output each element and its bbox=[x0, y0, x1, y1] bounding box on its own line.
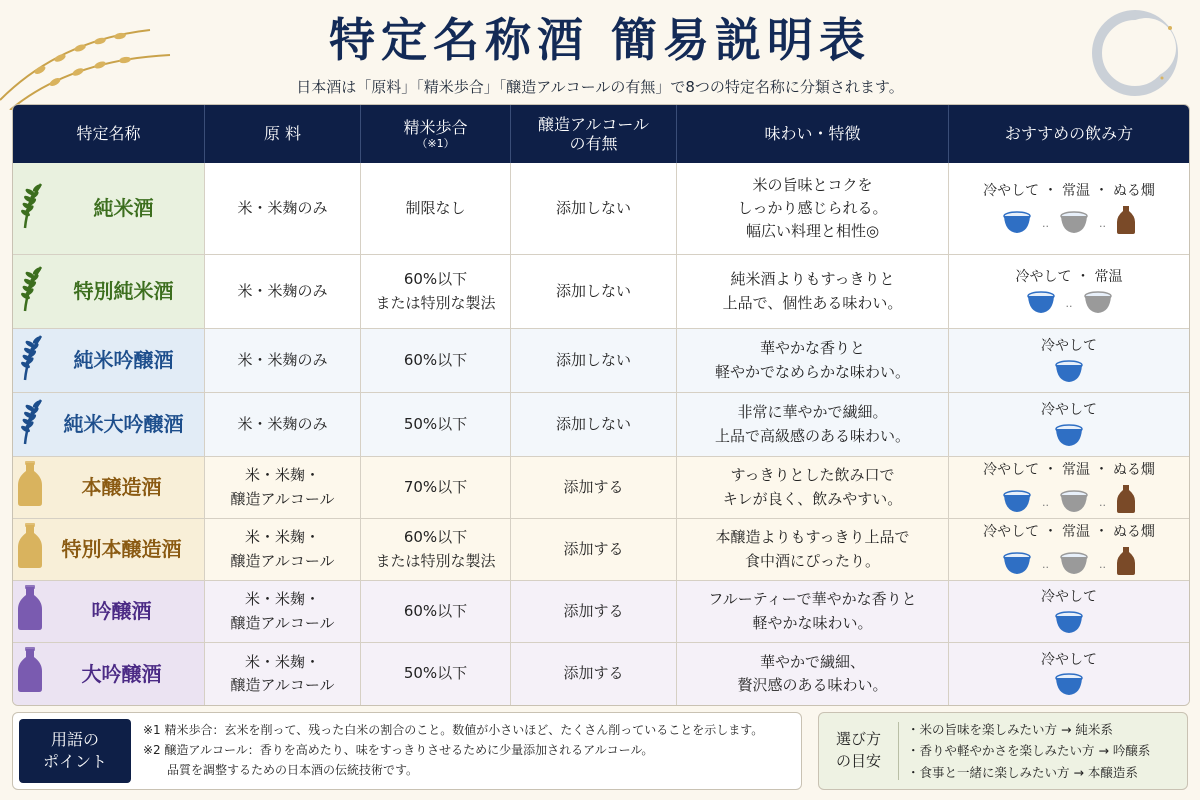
sake-bottle-icon bbox=[17, 647, 43, 700]
ingredients-line1: 米・米麹のみ bbox=[237, 350, 328, 369]
table-row bbox=[13, 163, 1189, 255]
cell-taste bbox=[677, 581, 949, 643]
taste-line2: 上品で高級感のある味わい。 bbox=[714, 426, 910, 445]
sake-type-name: 吟醸酒 bbox=[91, 599, 152, 623]
polish-line1: 60%以下 bbox=[403, 270, 468, 289]
cell-name bbox=[13, 393, 205, 457]
cell-polish bbox=[361, 457, 511, 519]
cell-ingredients bbox=[205, 457, 361, 519]
taste-line1: 米の旨味とコクを bbox=[752, 175, 873, 194]
ingredients-line1: 米・米麹のみ bbox=[237, 198, 328, 217]
cell-taste bbox=[677, 255, 949, 329]
table-row bbox=[13, 255, 1189, 329]
warm-tokkuri-icon bbox=[1116, 484, 1136, 514]
table-row bbox=[13, 519, 1189, 581]
recommend-label: 冷やして ・ 常温 ・ ぬる燗 bbox=[983, 462, 1155, 479]
taste-line2: 軽やかでなめらかな味わい。 bbox=[714, 362, 910, 381]
glossary-box bbox=[12, 712, 802, 790]
cold-cup-icon bbox=[1026, 291, 1056, 315]
ingredients-line1: 米・米麹・ bbox=[244, 652, 320, 671]
cell-name bbox=[13, 255, 205, 329]
glossary-title bbox=[19, 719, 131, 783]
taste-line1: フルーティーで華やかな香りと bbox=[708, 590, 917, 609]
rice-ear-icon bbox=[17, 263, 47, 320]
page-subtitle: 日本酒は「原料」「精米歩合」「醸造アルコールの有無」で8つの特定名称に分類されます。 bbox=[296, 78, 904, 96]
taste-line1: 本醸造よりもすっきり上品で bbox=[715, 528, 910, 547]
cell-recommend bbox=[949, 163, 1189, 255]
cell-name bbox=[13, 643, 205, 705]
cell-recommend bbox=[949, 393, 1189, 457]
recommend-label: 冷やして bbox=[1041, 402, 1097, 419]
cell-polish bbox=[361, 643, 511, 705]
recommend-label: 冷やして ・ 常温 bbox=[1015, 269, 1123, 286]
serving-icons bbox=[953, 546, 1185, 576]
separator-dots: ·· bbox=[1042, 219, 1049, 233]
guide-title-line1: 選び方 bbox=[835, 730, 881, 749]
cell-ingredients bbox=[205, 581, 361, 643]
taste-line2: 食中酒にぴったり。 bbox=[744, 551, 880, 570]
polish-line1: 50%以下 bbox=[403, 664, 468, 683]
taste-line1: 華やかで繊細、 bbox=[759, 652, 865, 671]
cell-ingredients bbox=[205, 393, 361, 457]
cell-alcohol: 添加しない bbox=[511, 329, 677, 393]
cell-name bbox=[13, 329, 205, 393]
recommend-label: 冷やして bbox=[1041, 589, 1097, 606]
taste-line2: キレが良く、飲みやすい。 bbox=[722, 489, 903, 508]
ingredients-line1: 米・米麹のみ bbox=[237, 414, 328, 433]
glossary-title-line1: 用語の bbox=[50, 729, 99, 749]
cell-recommend bbox=[949, 329, 1189, 393]
sake-type-name: 本醸造酒 bbox=[81, 475, 162, 499]
cell-taste bbox=[677, 457, 949, 519]
separator-dots: ·· bbox=[1099, 560, 1106, 574]
sake-bottle-icon bbox=[17, 523, 43, 576]
taste-line3: 幅広い料理と相性◎ bbox=[745, 222, 880, 241]
cell-ingredients bbox=[205, 519, 361, 581]
cell-recommend bbox=[949, 643, 1189, 705]
ingredients-line1: 米・米麹・ bbox=[244, 466, 320, 485]
cell-polish bbox=[361, 255, 511, 329]
header-alcohol bbox=[511, 105, 677, 163]
cell-alcohol: 添加しない bbox=[511, 163, 677, 255]
glossary-title-line2: ポイント bbox=[42, 752, 107, 771]
table-row bbox=[13, 393, 1189, 457]
header-polish bbox=[361, 105, 511, 163]
cell-name bbox=[13, 581, 205, 643]
ingredients-line2: 醸造アルコール bbox=[230, 551, 335, 570]
table-row bbox=[13, 457, 1189, 519]
polish-line1: 70%以下 bbox=[403, 477, 468, 496]
taste-line1: 純米酒よりもすっきりと bbox=[730, 270, 895, 289]
taste-line1: 華やかな香りと bbox=[759, 339, 865, 358]
sake-type-name: 大吟醸酒 bbox=[81, 661, 162, 686]
taste-line2: 上品で、個性ある味わい。 bbox=[722, 293, 903, 312]
cell-alcohol: 添加する bbox=[511, 519, 677, 581]
cell-alcohol: 添加しない bbox=[511, 393, 677, 457]
cell-polish bbox=[361, 163, 511, 255]
polish-line1: 60%以下 bbox=[403, 601, 468, 620]
room-temp-cup-icon bbox=[1059, 211, 1089, 235]
header-polish-note: （※1） bbox=[416, 137, 455, 150]
cell-alcohol: 添加する bbox=[511, 581, 677, 643]
guide-list bbox=[899, 719, 1150, 783]
ingredients-line1: 米・米麹・ bbox=[244, 590, 320, 609]
recommend-label: 冷やして ・ 常温 ・ ぬる燗 bbox=[983, 524, 1155, 541]
cold-cup-icon bbox=[1054, 360, 1084, 384]
cell-ingredients bbox=[205, 329, 361, 393]
cell-alcohol: 添加する bbox=[511, 643, 677, 705]
cell-name bbox=[13, 163, 205, 255]
cell-recommend bbox=[949, 519, 1189, 581]
cold-cup-icon bbox=[1002, 490, 1032, 514]
ingredients-line2: 醸造アルコール bbox=[230, 489, 335, 508]
taste-line2: 贅沢感のある味わい。 bbox=[737, 676, 888, 694]
serving-icons bbox=[953, 360, 1185, 384]
rice-ear-icon bbox=[17, 332, 47, 389]
taste-line2: 軽やかな味わい。 bbox=[752, 613, 873, 632]
polish-line1: 60%以下 bbox=[403, 350, 468, 369]
cell-polish bbox=[361, 519, 511, 581]
cell-recommend bbox=[949, 255, 1189, 329]
header-recommend: おすすめの飲み方 bbox=[949, 105, 1189, 163]
cell-name bbox=[13, 457, 205, 519]
header-taste: 味わい・特徴 bbox=[677, 105, 949, 163]
taste-line1: 非常に華やかで繊細。 bbox=[737, 403, 888, 422]
sake-type-name: 特別本醸造酒 bbox=[61, 537, 182, 561]
table-row bbox=[13, 581, 1189, 643]
header-alcohol-line1: 醸造アルコール bbox=[537, 114, 650, 134]
cell-name bbox=[13, 519, 205, 581]
serving-icons bbox=[953, 611, 1185, 635]
ingredients-line2: 醸造アルコール bbox=[230, 676, 335, 694]
sake-type-name: 純米吟醸酒 bbox=[73, 348, 174, 372]
cold-cup-icon bbox=[1054, 673, 1084, 697]
cell-taste bbox=[677, 643, 949, 705]
page-title: 特定名称酒 簡易説明表 bbox=[328, 13, 871, 67]
serving-icons bbox=[953, 484, 1185, 514]
ingredients-line1: 米・米麹のみ bbox=[237, 281, 328, 300]
cell-polish bbox=[361, 329, 511, 393]
guide-item: ・食事と一緒に楽しみたい方 → 本醸造系 bbox=[907, 764, 1138, 780]
ingredients-line2: 醸造アルコール bbox=[230, 613, 335, 632]
polish-line2: または特別な製法 bbox=[375, 293, 496, 312]
header-name: 特定名称 bbox=[13, 105, 205, 163]
separator-dots: ·· bbox=[1099, 219, 1106, 233]
warm-tokkuri-icon bbox=[1116, 205, 1136, 235]
serving-icons bbox=[953, 424, 1185, 448]
header-polish-label: 精米歩合 bbox=[403, 117, 468, 137]
rice-ear-icon bbox=[17, 396, 47, 453]
taste-line1: すっきりとした飲み口で bbox=[730, 466, 895, 485]
sake-bottle-icon bbox=[17, 585, 43, 638]
separator-dots: ·· bbox=[1099, 498, 1106, 512]
cold-cup-icon bbox=[1002, 552, 1032, 576]
recommend-label: 冷やして bbox=[1041, 338, 1097, 355]
sake-type-name: 純米大吟醸酒 bbox=[63, 412, 184, 436]
selection-guide-box bbox=[818, 712, 1188, 790]
table-row bbox=[13, 329, 1189, 393]
guide-title bbox=[819, 722, 899, 780]
serving-icons bbox=[953, 291, 1185, 315]
table-header-row bbox=[13, 105, 1189, 163]
sake-bottle-icon bbox=[17, 461, 43, 514]
polish-line2: または特別な製法 bbox=[375, 551, 496, 570]
sake-classification-table bbox=[12, 104, 1190, 706]
cell-ingredients bbox=[205, 163, 361, 255]
cell-polish bbox=[361, 393, 511, 457]
separator-dots: ·· bbox=[1042, 498, 1049, 512]
cell-taste bbox=[677, 519, 949, 581]
cell-taste bbox=[677, 393, 949, 457]
polish-line1: 50%以下 bbox=[403, 414, 468, 433]
cell-taste bbox=[677, 329, 949, 393]
cell-recommend bbox=[949, 457, 1189, 519]
cold-cup-icon bbox=[1054, 611, 1084, 635]
cell-recommend bbox=[949, 581, 1189, 643]
recommend-label: 冷やして bbox=[1041, 651, 1097, 668]
polish-line1: 制限なし bbox=[405, 198, 466, 217]
sake-type-name: 純米酒 bbox=[93, 196, 154, 220]
cold-cup-icon bbox=[1002, 211, 1032, 235]
header-alcohol-line2: の有無 bbox=[569, 134, 618, 153]
cell-ingredients bbox=[205, 255, 361, 329]
cell-taste bbox=[677, 163, 949, 255]
room-temp-cup-icon bbox=[1083, 291, 1113, 315]
taste-line2: しっかり感じられる。 bbox=[737, 198, 888, 217]
recommend-label: 冷やして ・ 常温 ・ ぬる燗 bbox=[983, 183, 1155, 200]
room-temp-cup-icon bbox=[1059, 552, 1089, 576]
table-row bbox=[13, 643, 1189, 705]
rice-ear-icon bbox=[17, 180, 47, 237]
glossary-body bbox=[137, 713, 801, 789]
guide-title-line2: の目安 bbox=[835, 752, 881, 770]
separator-dots: ·· bbox=[1065, 299, 1073, 313]
room-temp-cup-icon bbox=[1059, 490, 1089, 514]
header-ingredients: 原 料 bbox=[205, 105, 361, 163]
ingredients-line1: 米・米麹・ bbox=[244, 528, 320, 547]
cell-ingredients bbox=[205, 643, 361, 705]
polish-line1: 60%以下 bbox=[403, 528, 468, 547]
glossary-note-1: ※1 精米歩合：玄米を削って、残った白米の割合のこと。数値が小さいほど、たくさん削っていることを示します。 bbox=[143, 723, 764, 737]
serving-icons bbox=[953, 205, 1185, 235]
cell-alcohol: 添加しない bbox=[511, 255, 677, 329]
cold-cup-icon bbox=[1054, 424, 1084, 448]
serving-icons bbox=[953, 673, 1185, 697]
cell-polish bbox=[361, 581, 511, 643]
warm-tokkuri-icon bbox=[1116, 546, 1136, 576]
guide-item: ・米の旨味を楽しみたい方 → 純米系 bbox=[907, 722, 1113, 738]
guide-item: ・香りや軽やかさを楽しみたい方 → 吟醸系 bbox=[907, 743, 1151, 759]
glossary-note-2: ※2 醸造アルコール：香りを高めたり、味をすっきりさせるために少量添加されるアルコール。 bbox=[143, 742, 654, 757]
cell-alcohol: 添加する bbox=[511, 457, 677, 519]
sake-type-name: 特別純米酒 bbox=[73, 279, 174, 303]
separator-dots: ·· bbox=[1042, 560, 1049, 574]
glossary-note-2b: 品質を調整するための日本酒の伝統技術です。 bbox=[167, 762, 419, 777]
